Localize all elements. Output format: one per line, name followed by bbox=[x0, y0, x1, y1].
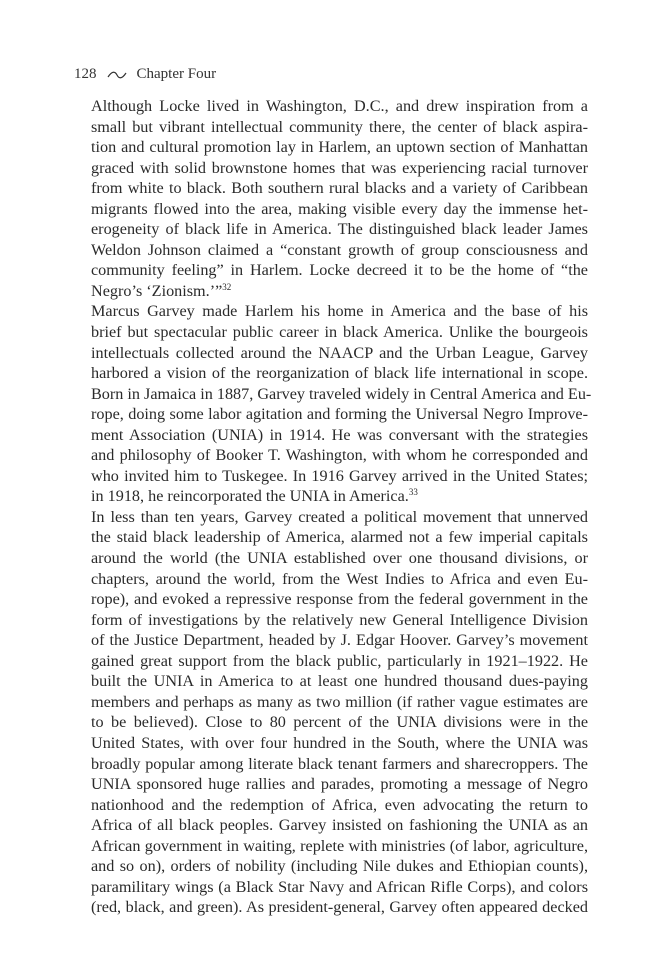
text-line: UNIA sponsored huge rallies and parades, promoting a message of Negro bbox=[91, 775, 588, 794]
text-line bbox=[74, 281, 588, 302]
text-line: from white to black. Both southern rural blacks and a variety of Caribbean bbox=[91, 179, 588, 198]
text-line: and so on), orders of nobility (including Nile dukes and Ethiopian counts), bbox=[91, 857, 588, 876]
text-line: migrants flowed into the area, making visible every day the immense het- bbox=[91, 199, 588, 218]
swash-ornament-icon bbox=[107, 70, 127, 80]
text-line: rope, doing some labor agitation and forming the Universal Negro Improve- bbox=[91, 405, 588, 424]
running-head bbox=[74, 66, 216, 83]
text-line: Weldon Johnson claimed a “constant growth of group consciousness and bbox=[91, 240, 588, 259]
text-line: the staid black leadership of America, alarmed not a few imperial capitals bbox=[91, 528, 588, 547]
text-line: who invited him to Tuskegee. In 1916 Garvey arrived in the United States; bbox=[91, 466, 588, 485]
text-line: (red, black, and green). As president-general, Garvey often appeared decked bbox=[91, 898, 588, 917]
text-line: Marcus Garvey made Harlem his home in America and the base of his bbox=[91, 302, 588, 321]
text-line: built the UNIA in America to at least one hundred thousand dues-paying bbox=[91, 672, 588, 691]
text-line: gained great support from the black public, particularly in 1921–1922. He bbox=[91, 651, 588, 670]
text-line: to be believed). Close to 80 percent of the UNIA divisions were in the bbox=[91, 713, 588, 732]
text-line: Born in Jamaica in 1887, Garvey traveled widely in Central America and Eu- bbox=[91, 384, 592, 403]
text-line: community feeling” in Harlem. Locke decreed it to be the home of “the bbox=[91, 261, 588, 280]
text-line: nationhood and the redemption of Africa, even advocating the return to bbox=[91, 795, 588, 814]
text-line: and philosophy of Booker T. Washington, with whom he corresponded and bbox=[91, 446, 588, 465]
text-line: brief but spectacular public career in black America. Unlike the bourgeois bbox=[91, 323, 588, 342]
text-line bbox=[74, 486, 588, 507]
paragraph bbox=[74, 507, 588, 918]
text-line: small but vibrant intellectual community there, the center of black aspira- bbox=[91, 117, 588, 136]
text-line: members and perhaps as many as two million (if rather vague estimates are bbox=[91, 692, 588, 711]
text-line: harbored a vision of the reorganization of black life international in scope. bbox=[91, 364, 588, 383]
text-line: In less than ten years, Garvey created a political movement that unnerved bbox=[91, 507, 588, 526]
text-line: United States, with over four hundred in the South, where the UNIA was bbox=[91, 733, 588, 752]
text-line: erogeneity of black life in America. The distinguished black leader James bbox=[91, 220, 588, 239]
text-line: graced with solid brownstone homes that was experiencing racial turnover bbox=[91, 158, 588, 177]
text-line: tion and cultural promotion lay in Harlem, an uptown section of Manhattan bbox=[91, 138, 588, 157]
text-line-content: Negro’s ‘Zionism.’” bbox=[91, 281, 223, 300]
text-line-content: in 1918, he reincorporated the UNIA in America. bbox=[91, 487, 409, 506]
footnote-marker[interactable]: 32 bbox=[222, 281, 232, 292]
text-line: Africa of all black peoples. Garvey insisted on fashioning the UNIA as an bbox=[91, 816, 588, 835]
text-line: form of investigations by the relatively new General Intelligence Division bbox=[91, 610, 588, 629]
chapter-title: Chapter Four bbox=[136, 66, 217, 82]
text-line: African government in waiting, replete with ministries (of labor, agriculture, bbox=[91, 836, 588, 855]
text-line: paramilitary wings (a Black Star Navy and African Rifle Corps), and colors bbox=[91, 877, 588, 896]
text-line: broadly popular among literate black tenant farmers and sharecroppers. The bbox=[91, 754, 588, 773]
text-line: Although Locke lived in Washington, D.C., and drew inspiration from a bbox=[91, 97, 588, 115]
body-text bbox=[74, 96, 592, 918]
text-line: chapters, around the world, from the West Indies to Africa and even Eu- bbox=[91, 569, 588, 588]
paragraph bbox=[74, 301, 592, 506]
text-line: of the Justice Department, headed by J. Edgar Hoover. Garvey’s movement bbox=[91, 631, 588, 650]
text-line: ment Association (UNIA) in 1914. He was conversant with the strategies bbox=[91, 425, 588, 444]
page-number: 128 bbox=[74, 66, 97, 82]
paragraph bbox=[74, 96, 588, 301]
text-line: intellectuals collected around the NAACP and the Urban League, Garvey bbox=[91, 343, 588, 362]
footnote-marker[interactable]: 33 bbox=[408, 487, 418, 498]
text-line: rope), and evoked a repressive response from the federal government in the bbox=[91, 590, 588, 609]
text-line: around the world (the UNIA established over one thousand divisions, or bbox=[91, 549, 588, 568]
